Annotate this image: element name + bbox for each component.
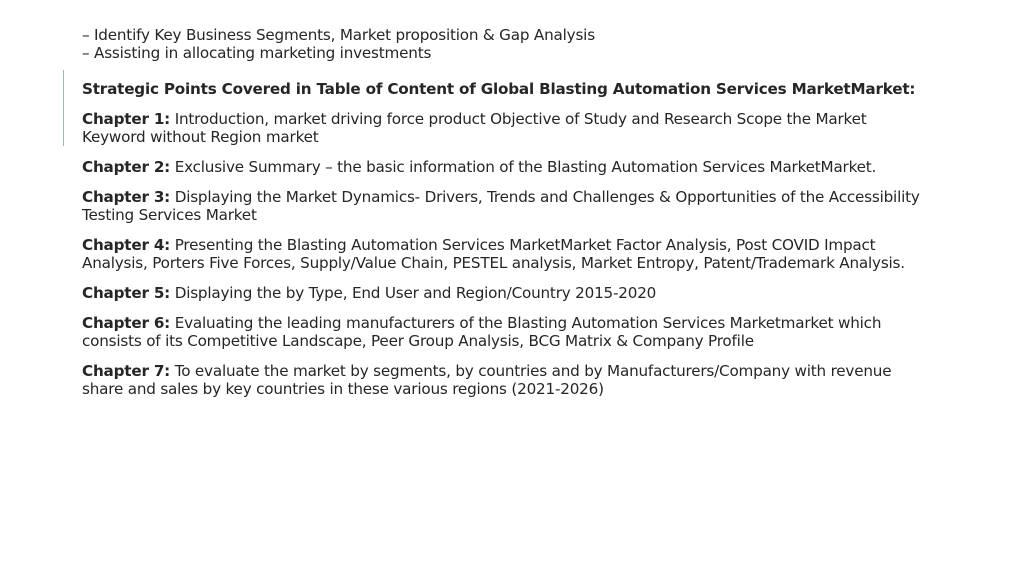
chapter-label: Chapter 4: bbox=[82, 236, 171, 254]
chapter-text: Presenting the Blasting Automation Services MarketMarket Factor Analysis, Post COVID Impact Analysis, Porters Five Forces, Supply/Value Chain, PESTEL analysis, Market Entropy, Patent/Trademark Analysis. bbox=[82, 236, 905, 272]
chapter-4 bbox=[82, 236, 932, 272]
chapter-text: Displaying the Market Dynamics- Drivers, Trends and Challenges & Opportunities of the Accessibility Testing Services Market bbox=[82, 188, 920, 224]
chapter-text: To evaluate the market by segments, by countries and by Manufacturers/Company with revenue share and sales by key countries in these various regions (2021-2026) bbox=[82, 362, 892, 398]
slide-content bbox=[82, 26, 932, 398]
chapter-1 bbox=[82, 110, 932, 146]
chapter-label: Chapter 1: bbox=[82, 110, 171, 128]
chapter-2 bbox=[82, 158, 932, 176]
chapter-6 bbox=[82, 314, 932, 350]
chapter-label: Chapter 5: bbox=[82, 284, 171, 302]
chapter-text: Introduction, market driving force product Objective of Study and Research Scope the Market Keyword without Region market bbox=[82, 110, 867, 146]
chapter-label: Chapter 6: bbox=[82, 314, 171, 332]
bullet-item: – Identify Key Business Segments, Market proposition & Gap Analysis bbox=[82, 26, 595, 44]
chapter-label: Chapter 2: bbox=[82, 158, 171, 176]
chapter-5 bbox=[82, 284, 932, 302]
chapter-label: Chapter 7: bbox=[82, 362, 171, 380]
chapter-text: Displaying the by Type, End User and Region/Country 2015-2020 bbox=[174, 284, 657, 302]
toc-heading: Strategic Points Covered in Table of Content of Global Blasting Automation Services MarketMarket: bbox=[82, 80, 916, 98]
chapter-3 bbox=[82, 188, 932, 224]
chapter-label: Chapter 3: bbox=[82, 188, 171, 206]
chapter-7 bbox=[82, 362, 932, 398]
bullet-list bbox=[82, 26, 932, 62]
accent-divider-line bbox=[63, 70, 64, 146]
bullet-item: – Assisting in allocating marketing investments bbox=[82, 44, 432, 62]
chapter-text: Evaluating the leading manufacturers of the Blasting Automation Services Marketmarket which consists of its Competitive Landscape, Peer Group Analysis, BCG Matrix & Company Profile bbox=[82, 314, 882, 350]
chapter-text: Exclusive Summary – the basic information of the Blasting Automation Services MarketMarket. bbox=[174, 158, 877, 176]
